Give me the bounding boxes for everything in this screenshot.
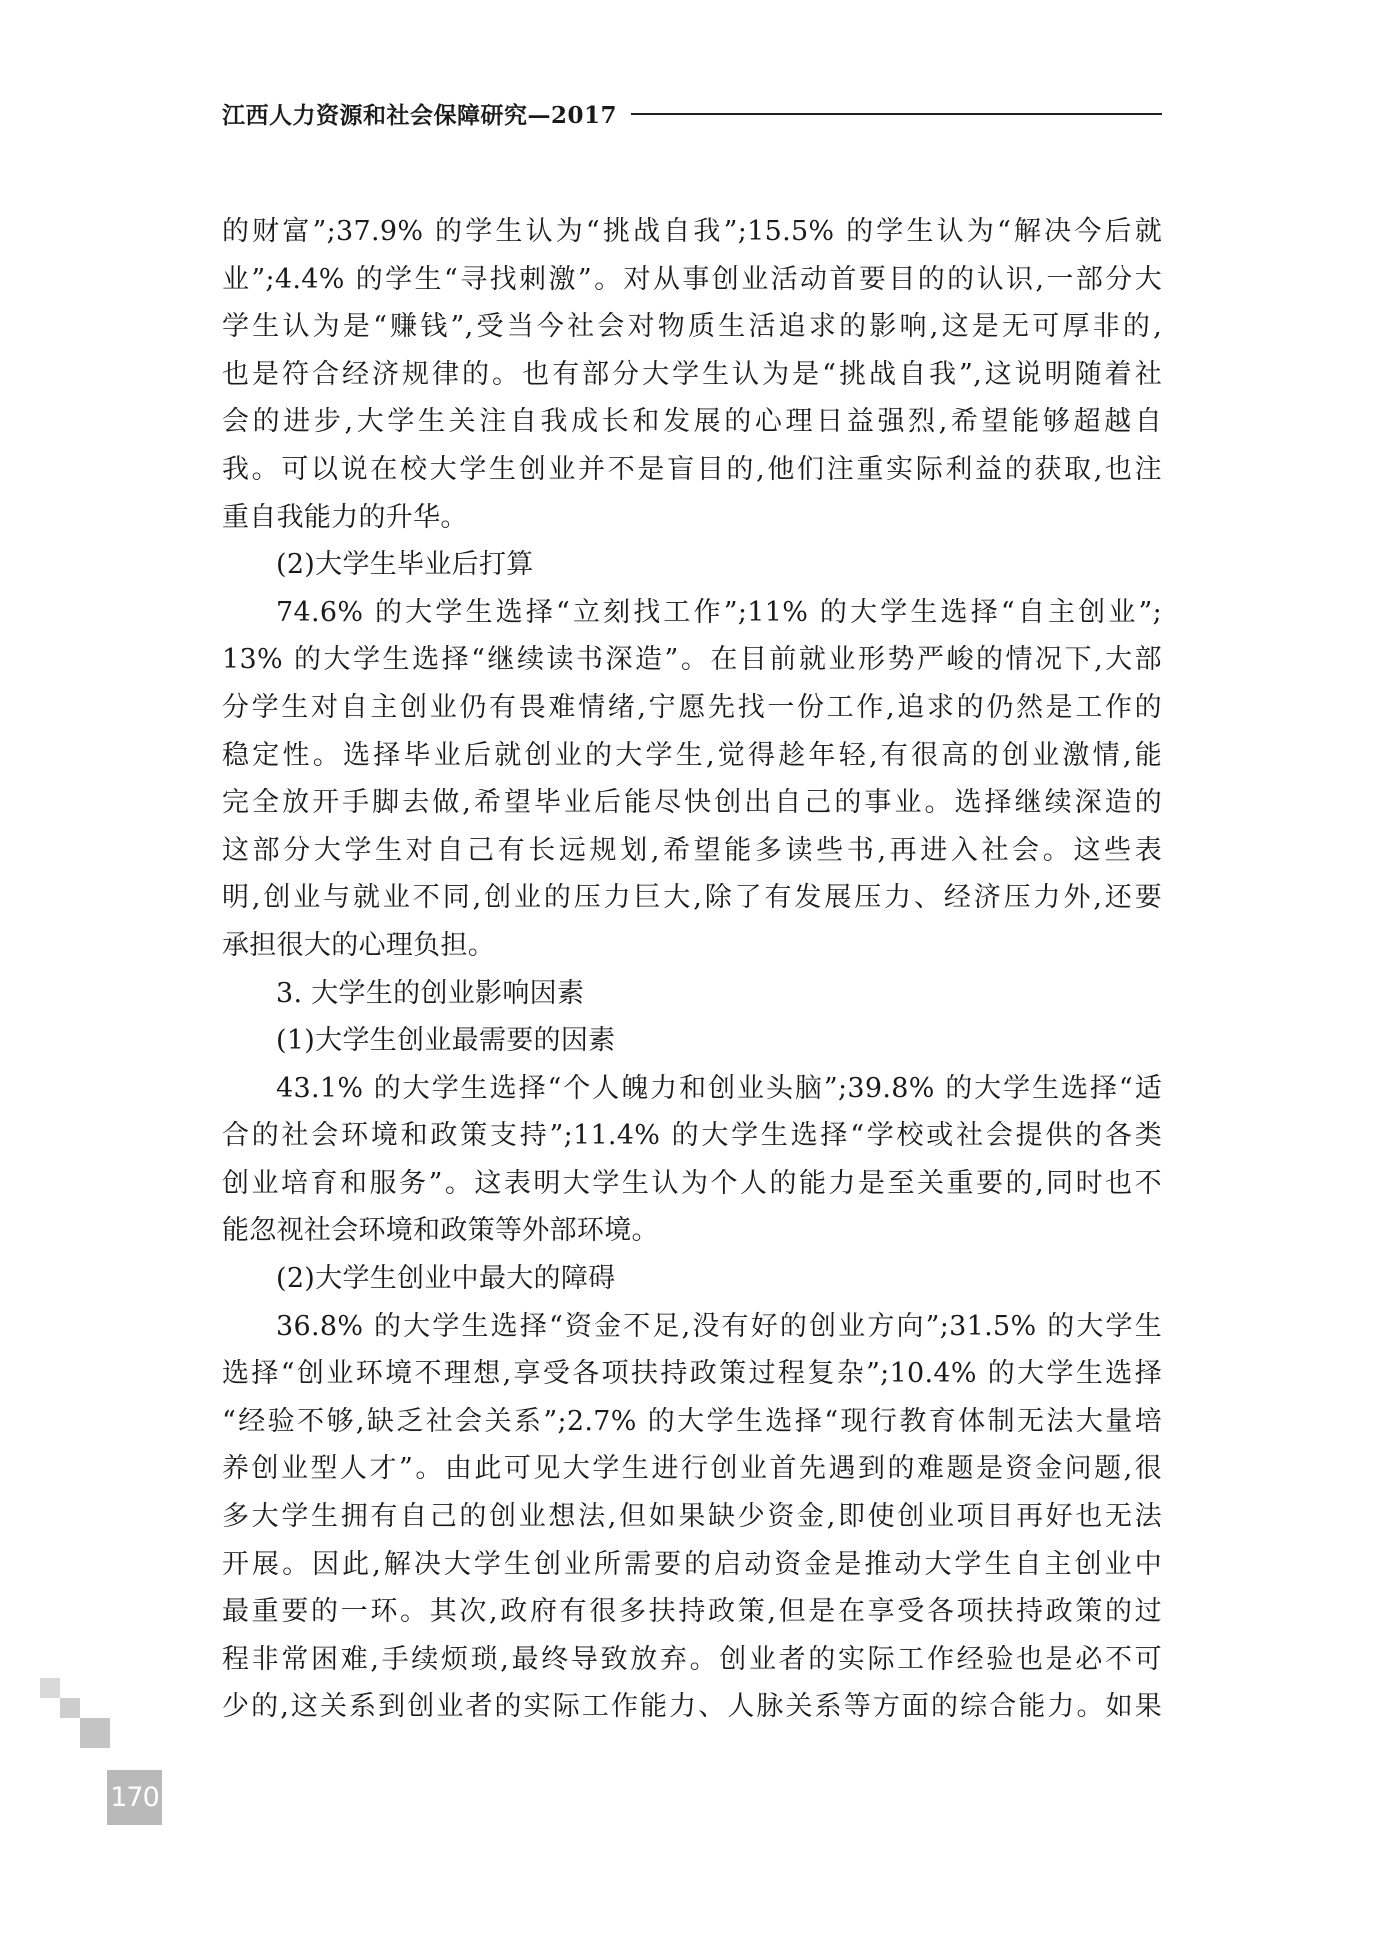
text-line: 创业培育和服务”。这表明大学生认为个人的能力是至关重要的,同时也不 (222, 1167, 1162, 1199)
text-line: (2)大学生创业中最大的障碍 (276, 1263, 616, 1295)
text-line: 业”;4.4% 的学生“寻找刺激”。对从事创业活动首要目的的认识,一部分大 (222, 263, 1162, 295)
text-line: 重自我能力的升华。 (222, 501, 468, 533)
text-line: 这部分大学生对自己有长远规划,希望能多读些书,再进入社会。这些表 (222, 834, 1162, 866)
text-line: (2)大学生毕业后打算 (276, 549, 534, 581)
text-line: 完全放开手脚去做,希望毕业后能尽快创出自己的事业。选择继续深造的 (222, 787, 1162, 819)
text-line: 分学生对自主创业仍有畏难情绪,宁愿先找一份工作,追求的仍然是工作的 (222, 691, 1162, 723)
decorative-square-small (40, 1678, 60, 1698)
body-text (222, 208, 1162, 1731)
running-header (222, 95, 1162, 131)
text-line: 少的,这关系到创业者的实际工作能力、人脉关系等方面的综合能力。如果 (222, 1691, 1162, 1723)
text-line: 稳定性。选择毕业后就创业的大学生,觉得趁年轻,有很高的创业激情,能 (222, 739, 1162, 771)
text-line: 74.6% 的大学生选择“立刻找工作”;11% 的大学生选择“自主创业”; (276, 596, 1162, 628)
decorative-square-medium (60, 1698, 80, 1718)
text-line: “经验不够,缺乏社会关系”;2.7% 的大学生选择“现行教育体制无法大量培 (222, 1405, 1162, 1437)
text-line: 承担很大的心理负担。 (222, 929, 495, 961)
decorative-square-large (80, 1718, 110, 1748)
text-line: (1)大学生创业最需要的因素 (276, 1025, 616, 1057)
text-line: 的财富”;37.9% 的学生认为“挑战自我”;15.5% 的学生认为“解决今后就 (222, 216, 1162, 247)
text-line: 能忽视社会环境和政策等外部环境。 (222, 1215, 659, 1247)
text-line: 开展。因此,解决大学生创业所需要的启动资金是推动大学生自主创业中 (222, 1548, 1162, 1580)
text-line: 多大学生拥有自己的创业想法,但如果缺少资金,即使创业项目再好也无法 (222, 1501, 1162, 1533)
text-line: 程非常困难,手续烦琐,最终导致放弃。创业者的实际工作经验也是必不可 (222, 1643, 1162, 1675)
page-number: 170 (110, 1782, 159, 1813)
header-title: 江西人力资源和社会保障研究—2017 (222, 101, 618, 129)
text-line: 43.1% 的大学生选择“个人魄力和创业头脑”;39.8% 的大学生选择“适 (276, 1072, 1162, 1104)
text-line: 选择“创业环境不理想,享受各项扶持政策过程复杂”;10.4% 的大学生选择 (222, 1358, 1162, 1390)
text-line: 13% 的大学生选择“继续读书深造”。在目前就业形势严峻的情况下,大部 (222, 644, 1162, 676)
text-line: 合的社会环境和政策支持”;11.4% 的大学生选择“学校或社会提供的各类 (222, 1120, 1162, 1152)
page-number-box (107, 1770, 162, 1825)
text-line: 最重要的一环。其次,政府有很多扶持政策,但是在享受各项扶持政策的过 (222, 1596, 1162, 1628)
text-line: 3. 大学生的创业影响因素 (276, 977, 585, 1009)
text-line: 学生认为是“赚钱”,受当今社会对物质生活追求的影响,这是无可厚非的, (222, 311, 1162, 343)
text-line: 也是符合经济规律的。也有部分大学生认为是“挑战自我”,这说明随着社 (222, 358, 1162, 390)
header-rule (631, 113, 1162, 115)
text-line: 我。可以说在校大学生创业并不是盲目的,他们注重实际利益的获取,也注 (222, 453, 1162, 485)
text-line: 36.8% 的大学生选择“资金不足,没有好的创业方向”;31.5% 的大学生 (276, 1310, 1162, 1342)
text-line: 明,创业与就业不同,创业的压力巨大,除了有发展压力、经济压力外,还要 (222, 882, 1162, 914)
text-line: 会的进步,大学生关注自我成长和发展的心理日益强烈,希望能够超越自 (222, 406, 1162, 438)
text-line: 养创业型人才”。由此可见大学生进行创业首先遇到的难题是资金问题,很 (222, 1453, 1162, 1485)
